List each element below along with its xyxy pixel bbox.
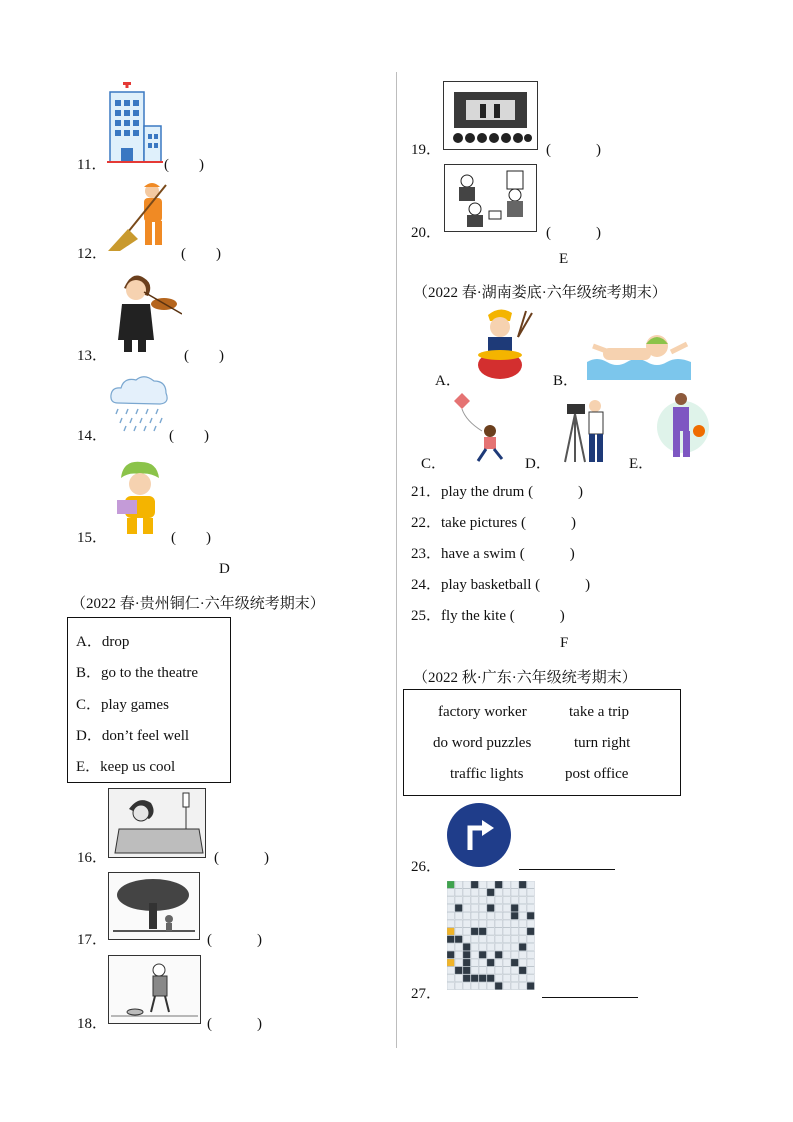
item-22: 22．take pictures ( ) [411,515,576,531]
street-sweeper-icon [106,181,180,251]
pic-label-e: E． [629,456,654,472]
boy-drumming-icon [474,307,536,381]
q20-answer-blank[interactable]: ( ) [546,225,601,241]
q11-number: 11． [77,157,107,173]
item-23: 23．have a swim ( ) [411,546,575,562]
word-do-word-puzzles: do word puzzles [433,735,532,751]
section-e-source: （2022 春·湖南娄底·六年级统考期末） [413,285,667,301]
q17-answer-blank[interactable]: ( ) [207,932,262,948]
q27-number: 27． [411,986,442,1002]
q15-answer-blank[interactable]: ( ) [171,530,211,546]
q12-number: 12． [77,246,108,262]
section-d-options-box [67,617,231,783]
q13-number: 13． [77,348,108,364]
option-a: A．drop [76,634,130,650]
q20-number: 20． [411,225,442,241]
pic-label-a: A． [435,373,461,389]
basketball-player-icon [655,389,711,465]
boy-dropping-item-icon [108,955,201,1024]
theatre-stage-icon [443,81,538,150]
boy-reading-icon [113,460,165,536]
word-bank-box [403,689,681,796]
q15-number: 15． [77,530,108,546]
photographer-icon [563,396,613,464]
q13-answer-blank[interactable]: ( ) [184,348,224,364]
section-e-heading: E [559,251,569,267]
word-factory-worker: factory worker [438,704,527,720]
q27-answer-line[interactable] [542,996,638,998]
q14-number: 14． [77,428,108,444]
sick-girl-in-bed-icon [108,788,206,858]
turn-right-sign-icon [446,802,512,868]
hospital-icon [107,82,163,164]
word-traffic-lights: traffic lights [450,766,524,782]
q16-number: 16． [77,850,108,866]
q16-answer-blank[interactable]: ( ) [214,850,269,866]
item-21: 21．play the drum ( ) [411,484,584,500]
q18-answer-blank[interactable]: ( ) [207,1016,262,1032]
q19-number: 19． [411,142,442,158]
girl-flying-kite-icon [452,391,508,463]
crossword-puzzle-icon [447,881,535,991]
tree-shade-icon [108,872,200,940]
q17-number: 17． [77,932,108,948]
section-d-heading: D [219,561,230,577]
q19-answer-blank[interactable]: ( ) [546,142,601,158]
q26-answer-line[interactable] [519,868,615,870]
q26-number: 26． [411,859,442,875]
pic-label-b: B． [553,373,579,389]
q18-number: 18． [77,1016,108,1032]
option-c: C．play games [76,697,169,713]
violinist-icon [114,270,182,354]
option-e: E．keep us cool [76,759,176,775]
boy-swimming-icon [587,326,691,380]
section-f-heading: F [560,635,569,651]
word-take-a-trip: take a trip [569,704,629,720]
rain-cloud-icon [108,375,170,433]
option-d: D．don’t feel well [76,728,190,744]
section-d-source: （2022 春·贵州铜仁·六年级统考期末） [71,596,325,612]
q11-answer-blank[interactable]: ( ) [164,157,204,173]
section-f-source: （2022 秋·广东·六年级统考期末） [413,670,637,686]
column-divider [396,72,397,1048]
item-25: 25．fly the kite ( ) [411,608,565,624]
option-b: B．go to the theatre [76,665,199,681]
pic-label-c: C． [421,456,447,472]
kids-playing-games-icon [444,164,537,232]
word-turn-right: turn right [574,735,631,751]
item-24: 24．play basketball ( ) [411,577,591,593]
word-post-office: post office [565,766,629,782]
q14-answer-blank[interactable]: ( ) [169,428,209,444]
q12-answer-blank[interactable]: ( ) [181,246,221,262]
pic-label-d: D． [525,456,551,472]
